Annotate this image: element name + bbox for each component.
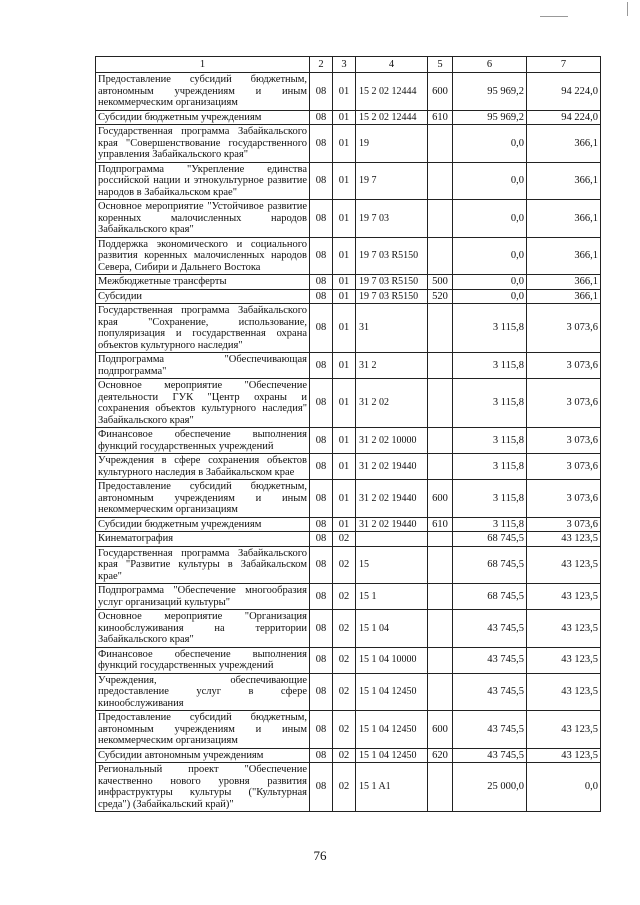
amount-col6: 0,0 <box>453 162 527 200</box>
column-header-5: 5 <box>428 57 453 73</box>
expense-type-code <box>428 673 453 711</box>
amount-col6: 95 969,2 <box>453 110 527 125</box>
table-row <box>96 647 601 673</box>
target-article-code: 19 7 03 R5150 <box>356 275 428 290</box>
expense-type-code: 600 <box>428 480 453 518</box>
amount-col7: 366,1 <box>527 289 601 304</box>
amount-col6: 0,0 <box>453 275 527 290</box>
amount-col7: 3 073,6 <box>527 480 601 518</box>
amount-col6: 68 745,5 <box>453 584 527 610</box>
expense-type-code <box>428 162 453 200</box>
row-name: Подпрограмма "Обеспечивающая подпрограмма" <box>96 353 310 379</box>
section-code: 08 <box>310 517 333 532</box>
target-article-code: 15 1 <box>356 584 428 610</box>
amount-col6: 0,0 <box>453 125 527 163</box>
expense-type-code: 620 <box>428 748 453 763</box>
expense-type-code: 610 <box>428 110 453 125</box>
table-row <box>96 480 601 518</box>
row-name: Финансовое обеспечение выполнения функций государственных учреждений <box>96 647 310 673</box>
expense-type-code <box>428 353 453 379</box>
section-code: 08 <box>310 532 333 547</box>
amount-col6: 0,0 <box>453 237 527 275</box>
table-row <box>96 428 601 454</box>
subsection-code: 01 <box>333 110 356 125</box>
table-row <box>96 454 601 480</box>
amount-col7: 0,0 <box>527 763 601 812</box>
amount-col6: 68 745,5 <box>453 546 527 584</box>
amount-col6: 68 745,5 <box>453 532 527 547</box>
subsection-code: 01 <box>333 304 356 353</box>
amount-col6: 3 115,8 <box>453 353 527 379</box>
subsection-code: 02 <box>333 532 356 547</box>
budget-table <box>95 56 601 812</box>
table-row <box>96 200 601 238</box>
subsection-code: 02 <box>333 647 356 673</box>
amount-col7: 43 123,5 <box>527 610 601 648</box>
target-article-code: 31 2 02 <box>356 379 428 428</box>
table-row <box>96 125 601 163</box>
amount-col6: 25 000,0 <box>453 763 527 812</box>
amount-col7: 43 123,5 <box>527 647 601 673</box>
section-code: 08 <box>310 428 333 454</box>
row-name: Государственная программа Забайкальского края "Сохранение, использование, популяризация и государственная охрана объектов культурного наследия" <box>96 304 310 353</box>
amount-col7: 366,1 <box>527 162 601 200</box>
target-article-code: 15 2 02 12444 <box>356 73 428 111</box>
subsection-code: 02 <box>333 584 356 610</box>
table-row <box>96 711 601 749</box>
expense-type-code: 600 <box>428 711 453 749</box>
subsection-code: 01 <box>333 480 356 518</box>
target-article-code: 15 <box>356 546 428 584</box>
target-article-code: 15 1 04 <box>356 610 428 648</box>
target-article-code: 19 7 03 <box>356 200 428 238</box>
target-article-code: 31 <box>356 304 428 353</box>
section-code: 08 <box>310 304 333 353</box>
expense-type-code <box>428 200 453 238</box>
table-row <box>96 275 601 290</box>
amount-col6: 43 745,5 <box>453 673 527 711</box>
expense-type-code <box>428 610 453 648</box>
section-code: 08 <box>310 162 333 200</box>
table-body <box>96 73 601 812</box>
expense-type-code <box>428 304 453 353</box>
section-code: 08 <box>310 237 333 275</box>
amount-col6: 95 969,2 <box>453 73 527 111</box>
amount-col6: 3 115,8 <box>453 454 527 480</box>
subsection-code: 01 <box>333 428 356 454</box>
column-header-1: 1 <box>96 57 310 73</box>
subsection-code: 02 <box>333 546 356 584</box>
section-code: 08 <box>310 289 333 304</box>
target-article-code: 15 1 04 12450 <box>356 748 428 763</box>
amount-col6: 43 745,5 <box>453 711 527 749</box>
target-article-code: 15 1 04 10000 <box>356 647 428 673</box>
expense-type-code: 500 <box>428 275 453 290</box>
expense-type-code <box>428 532 453 547</box>
expense-type-code <box>428 546 453 584</box>
subsection-code: 01 <box>333 275 356 290</box>
table-row <box>96 610 601 648</box>
target-article-code: 15 2 02 12444 <box>356 110 428 125</box>
subsection-code: 02 <box>333 610 356 648</box>
row-name: Поддержка экономического и социального развития коренных малочисленных народов Севера, Сибири и Дальнего Востока <box>96 237 310 275</box>
section-code: 08 <box>310 110 333 125</box>
expense-type-code <box>428 647 453 673</box>
target-article-code: 31 2 02 19440 <box>356 454 428 480</box>
section-code: 08 <box>310 711 333 749</box>
table-row <box>96 304 601 353</box>
target-article-code: 15 1 04 12450 <box>356 673 428 711</box>
amount-col7: 366,1 <box>527 200 601 238</box>
amount-col7: 3 073,6 <box>527 517 601 532</box>
table-row <box>96 584 601 610</box>
table-row <box>96 517 601 532</box>
subsection-code: 02 <box>333 673 356 711</box>
expense-type-code <box>428 125 453 163</box>
row-name: Субсидии бюджетным учреждениям <box>96 517 310 532</box>
column-header-2: 2 <box>310 57 333 73</box>
row-name: Основное мероприятие "Устойчивое развитие коренных малочисленных народов Забайкальского края" <box>96 200 310 238</box>
subsection-code: 01 <box>333 237 356 275</box>
amount-col6: 43 745,5 <box>453 748 527 763</box>
row-name: Государственная программа Забайкальского края "Развитие культуры в Забайкальском крае" <box>96 546 310 584</box>
column-header-7: 7 <box>527 57 601 73</box>
expense-type-code <box>428 379 453 428</box>
target-article-code <box>356 532 428 547</box>
table-row <box>96 379 601 428</box>
table-row <box>96 763 601 812</box>
amount-col6: 0,0 <box>453 200 527 238</box>
table-row <box>96 162 601 200</box>
subsection-code: 01 <box>333 200 356 238</box>
expense-type-code: 600 <box>428 73 453 111</box>
margin-mark <box>540 16 568 17</box>
expense-type-code <box>428 584 453 610</box>
row-name: Основное мероприятие "Организация кинообслуживания на территории Забайкальского края" <box>96 610 310 648</box>
amount-col7: 366,1 <box>527 125 601 163</box>
amount-col6: 3 115,8 <box>453 480 527 518</box>
section-code: 08 <box>310 125 333 163</box>
amount-col7: 43 123,5 <box>527 711 601 749</box>
column-header-3: 3 <box>333 57 356 73</box>
row-name: Предоставление субсидий бюджетным, автономным учреждениям и иным некоммерческим организациям <box>96 480 310 518</box>
amount-col7: 3 073,6 <box>527 454 601 480</box>
row-name: Субсидии автономным учреждениям <box>96 748 310 763</box>
row-name: Региональный проект "Обеспечение качественно нового уровня развития инфраструктуры культуры ("Культурная среда") (Забайкальский край)" <box>96 763 310 812</box>
amount-col7: 43 123,5 <box>527 546 601 584</box>
target-article-code: 15 1 04 12450 <box>356 711 428 749</box>
row-name: Предоставление субсидий бюджетным, автономным учреждениям и иным некоммерческим организациям <box>96 73 310 111</box>
amount-col7: 94 224,0 <box>527 110 601 125</box>
subsection-code: 01 <box>333 289 356 304</box>
amount-col7: 366,1 <box>527 237 601 275</box>
amount-col6: 3 115,8 <box>453 379 527 428</box>
subsection-code: 01 <box>333 379 356 428</box>
amount-col7: 3 073,6 <box>527 379 601 428</box>
table-row <box>96 237 601 275</box>
table-row <box>96 673 601 711</box>
section-code: 08 <box>310 379 333 428</box>
amount-col7: 43 123,5 <box>527 673 601 711</box>
table-row <box>96 289 601 304</box>
amount-col7: 3 073,6 <box>527 428 601 454</box>
target-article-code: 19 <box>356 125 428 163</box>
target-article-code: 31 2 02 10000 <box>356 428 428 454</box>
amount-col7: 94 224,0 <box>527 73 601 111</box>
table-row <box>96 532 601 547</box>
row-name: Субсидии бюджетным учреждениям <box>96 110 310 125</box>
expense-type-code <box>428 237 453 275</box>
expense-type-code: 610 <box>428 517 453 532</box>
section-code: 08 <box>310 353 333 379</box>
amount-col7: 43 123,5 <box>527 748 601 763</box>
row-name: Предоставление субсидий бюджетным, автономным учреждениям и иным некоммерческим организациям <box>96 711 310 749</box>
amount-col6: 0,0 <box>453 289 527 304</box>
row-name: Основное мероприятие "Обеспечение деятельности ГУК "Центр охраны и сохранения объектов культурного наследия" Забайкальского края" <box>96 379 310 428</box>
amount-col6: 3 115,8 <box>453 517 527 532</box>
target-article-code: 31 2 02 19440 <box>356 517 428 532</box>
table-row <box>96 73 601 111</box>
row-name: Учреждения, обеспечивающие предоставление услуг в сфере кинообслуживания <box>96 673 310 711</box>
section-code: 08 <box>310 763 333 812</box>
table-header-row <box>96 57 601 73</box>
margin-mark <box>627 2 628 16</box>
target-article-code: 19 7 03 R5150 <box>356 237 428 275</box>
table-row <box>96 546 601 584</box>
table-row <box>96 353 601 379</box>
page-number: 76 <box>313 848 327 863</box>
subsection-code: 02 <box>333 748 356 763</box>
amount-col7: 43 123,5 <box>527 532 601 547</box>
target-article-code: 15 1 A1 <box>356 763 428 812</box>
section-code: 08 <box>310 546 333 584</box>
subsection-code: 01 <box>333 73 356 111</box>
table-row <box>96 748 601 763</box>
subsection-code: 01 <box>333 125 356 163</box>
amount-col6: 43 745,5 <box>453 610 527 648</box>
column-header-6: 6 <box>453 57 527 73</box>
amount-col7: 43 123,5 <box>527 584 601 610</box>
subsection-code: 01 <box>333 454 356 480</box>
expense-type-code <box>428 763 453 812</box>
section-code: 08 <box>310 584 333 610</box>
expense-type-code <box>428 454 453 480</box>
subsection-code: 02 <box>333 711 356 749</box>
row-name: Финансовое обеспечение выполнения функций государственных учреждений <box>96 428 310 454</box>
expense-type-code: 520 <box>428 289 453 304</box>
row-name: Учреждения в сфере сохранения объектов культурного наследия в Забайкальском крае <box>96 454 310 480</box>
section-code: 08 <box>310 73 333 111</box>
target-article-code: 19 7 <box>356 162 428 200</box>
subsection-code: 01 <box>333 353 356 379</box>
row-name: Межбюджетные трансферты <box>96 275 310 290</box>
row-name: Субсидии <box>96 289 310 304</box>
row-name: Кинематография <box>96 532 310 547</box>
amount-col6: 3 115,8 <box>453 304 527 353</box>
expense-type-code <box>428 428 453 454</box>
subsection-code: 01 <box>333 162 356 200</box>
amount-col7: 3 073,6 <box>527 304 601 353</box>
row-name: Подпрограмма "Обеспечение многообразия услуг организаций культуры" <box>96 584 310 610</box>
subsection-code: 02 <box>333 763 356 812</box>
section-code: 08 <box>310 454 333 480</box>
target-article-code: 19 7 03 R5150 <box>356 289 428 304</box>
section-code: 08 <box>310 647 333 673</box>
target-article-code: 31 2 <box>356 353 428 379</box>
section-code: 08 <box>310 610 333 648</box>
amount-col7: 366,1 <box>527 275 601 290</box>
subsection-code: 01 <box>333 517 356 532</box>
column-header-4: 4 <box>356 57 428 73</box>
target-article-code: 31 2 02 19440 <box>356 480 428 518</box>
amount-col6: 43 745,5 <box>453 647 527 673</box>
section-code: 08 <box>310 200 333 238</box>
table-row <box>96 110 601 125</box>
section-code: 08 <box>310 748 333 763</box>
section-code: 08 <box>310 673 333 711</box>
amount-col6: 3 115,8 <box>453 428 527 454</box>
section-code: 08 <box>310 480 333 518</box>
amount-col7: 3 073,6 <box>527 353 601 379</box>
section-code: 08 <box>310 275 333 290</box>
row-name: Подпрограмма "Укрепление единства российской нации и этнокультурное развитие народов в Забайкальском крае" <box>96 162 310 200</box>
row-name: Государственная программа Забайкальского края "Совершенствование государственного управления Забайкальского края" <box>96 125 310 163</box>
